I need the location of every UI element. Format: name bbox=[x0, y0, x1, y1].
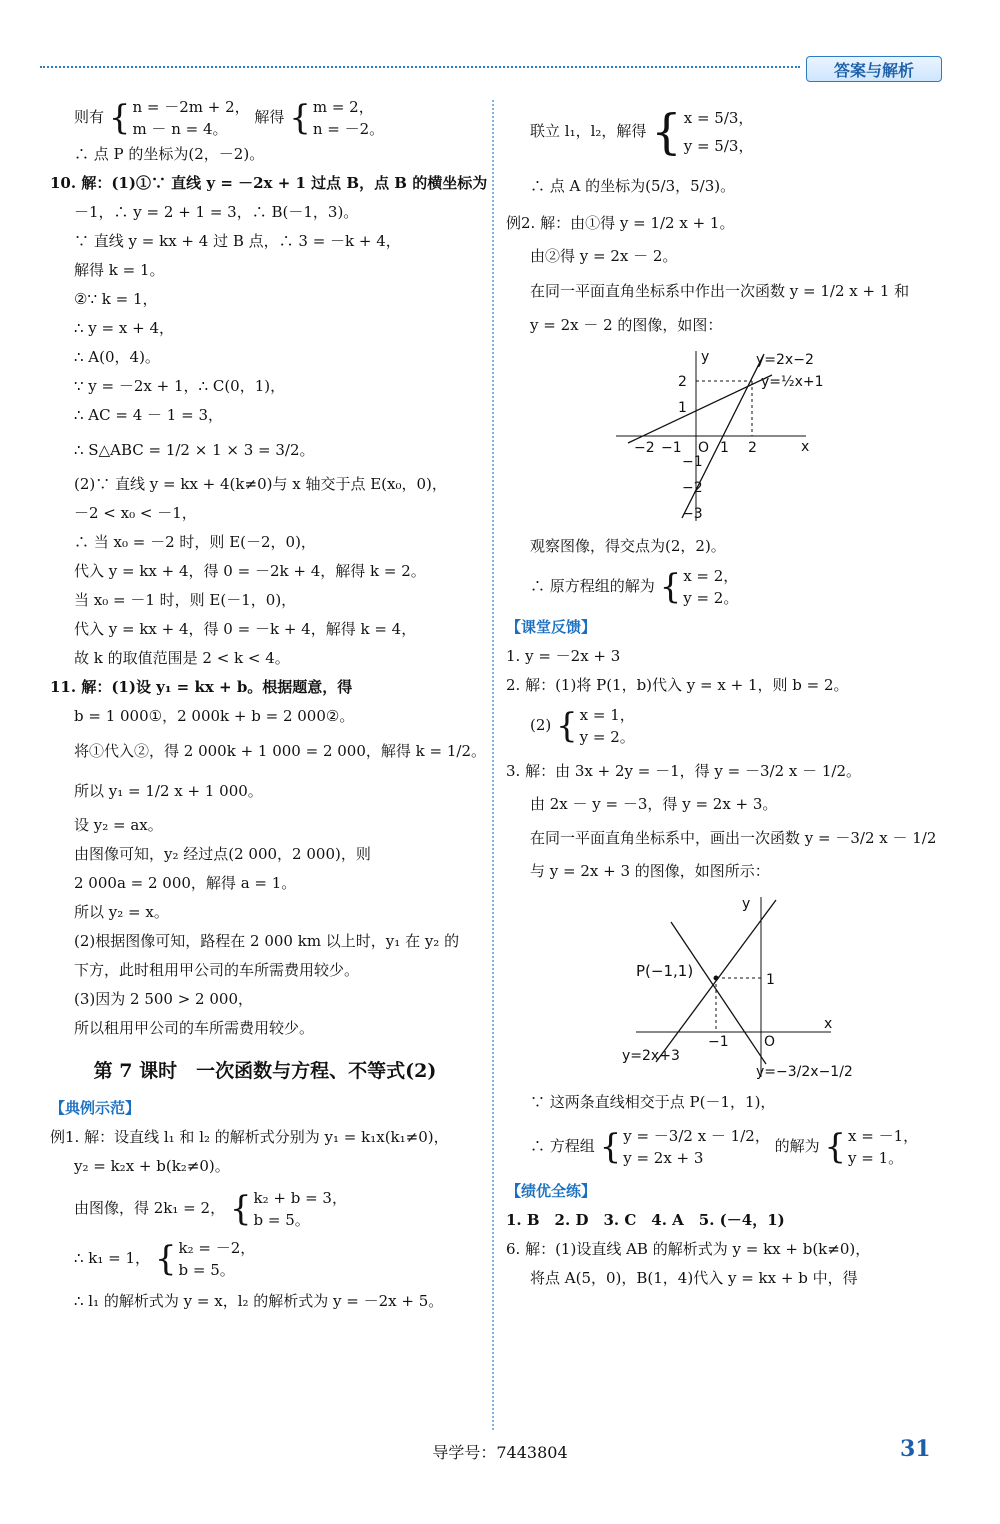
x-tick: 2 bbox=[748, 440, 757, 456]
y-tick: −3 bbox=[682, 506, 703, 522]
system-line bbox=[50, 1187, 480, 1231]
problem-10-line: ∴ A(0，4)。 bbox=[74, 348, 160, 366]
section-badge: 答案与解析 bbox=[806, 56, 942, 82]
section-heading: 【典例示范】 bbox=[50, 1099, 141, 1117]
x-tick: −1 bbox=[708, 1034, 729, 1050]
header-dotted-line bbox=[40, 66, 800, 68]
problem-10-line: ②∵ k = 1， bbox=[74, 290, 158, 308]
problem-11-line: 所以 y₂ = x。 bbox=[74, 903, 169, 921]
problem-6-line: 将点 A(5，0)，B(1，4)代入 y = kx + b 中，得 bbox=[530, 1269, 858, 1287]
text-line: ∴ 点 A 的坐标为(5/3，5/3)。 bbox=[530, 177, 736, 195]
equation: n = －2。 bbox=[312, 120, 385, 138]
system-line bbox=[50, 1237, 480, 1281]
problem-10-line: 解得 k = 1。 bbox=[74, 261, 165, 279]
equation: b = 5。 bbox=[178, 1261, 235, 1279]
problem-11-line: 所以 y₁ = 1/2 x + 1 000。 bbox=[74, 782, 263, 800]
equation: y = 1。 bbox=[848, 1149, 904, 1167]
problem-11-line: 2 000a = 2 000，解得 a = 1。 bbox=[74, 874, 297, 892]
lesson-title: 第 7 课时 一次函数与方程、不等式(2) bbox=[93, 1060, 437, 1082]
equation: n = －2m + 2， bbox=[132, 98, 250, 116]
graph-feedback-3 bbox=[616, 892, 856, 1082]
equation: m = 2， bbox=[312, 98, 374, 116]
problem-11-line: 将①代入②，得 2 000k + 1 000 = 2 000，解得 k = 1/2。 bbox=[74, 742, 486, 760]
feedback-line: 在同一平面直角坐标系中，画出一次函数 y = －3/2 x － 1/2 bbox=[530, 829, 937, 847]
problem-10-line: －2 < x₀ < －1， bbox=[74, 504, 197, 522]
y-tick: 2 bbox=[678, 374, 687, 390]
problem-11-line: 所以租用甲公司的车所需费用较少。 bbox=[74, 1019, 315, 1037]
y-tick: −2 bbox=[682, 480, 703, 496]
text: 的解为 bbox=[774, 1137, 820, 1155]
problem-10-line: 代入 y = kx + 4，得 0 = －k + 4，解得 k = 4， bbox=[74, 620, 417, 638]
system-line bbox=[506, 1125, 946, 1169]
equation-system: { x = 1， y = 2。 bbox=[556, 706, 635, 746]
example-1-line: ∴ l₁ 的解析式为 y = x，l₂ 的解析式为 y = －2x + 5。 bbox=[74, 1292, 444, 1310]
origin-label: O bbox=[698, 440, 710, 456]
footer-code: 导学号：7443804 bbox=[432, 1443, 568, 1462]
column-divider bbox=[492, 100, 494, 1430]
x-tick: −1 bbox=[661, 440, 682, 456]
equation: m － n = 4。 bbox=[132, 120, 228, 138]
equation-system: { x = 2， y = 2。 bbox=[659, 567, 739, 607]
text-line: 观察图像，得交点为(2，2)。 bbox=[530, 537, 726, 555]
example-1-line: 例1. 解：设直线 l₁ 和 l₂ 的解析式分别为 y₁ = k₁x(k₁≠0)， bbox=[50, 1128, 449, 1146]
example-2-line: 在同一平面直角坐标系中作出一次函数 y = 1/2 x + 1 和 bbox=[530, 282, 910, 300]
y-tick: 1 bbox=[678, 400, 687, 416]
y-axis-label: y bbox=[701, 349, 710, 365]
equation: k₂ = －2， bbox=[178, 1239, 256, 1257]
equation: y = 5/3， bbox=[683, 137, 754, 155]
equation: y = 2。 bbox=[579, 728, 635, 746]
system-line bbox=[506, 104, 946, 160]
example-2-line: 由②得 y = 2x － 2。 bbox=[530, 247, 678, 265]
x-tick: −2 bbox=[634, 440, 655, 456]
equation: y = 2x + 3 bbox=[623, 1149, 704, 1167]
equation-system: { k₂ + b = 3， b = 5。 bbox=[229, 1189, 347, 1229]
text: ∴ 原方程组的解为 bbox=[530, 577, 655, 595]
problem-10-line: ∴ AC = 4 － 1 = 3， bbox=[74, 406, 223, 424]
problem-10-line: ∵ 直线 y = kx + 4 过 B 点，∴ 3 = －k + 4， bbox=[74, 232, 401, 250]
problem-10-line: ∵ y = －2x + 1，∴ C(0，1)， bbox=[74, 377, 286, 395]
left-column bbox=[50, 96, 488, 1316]
equation: y = 2。 bbox=[683, 589, 739, 607]
text: 解得 bbox=[254, 108, 285, 126]
problem-11-line: b = 1 000①，2 000k + b = 2 000②。 bbox=[74, 707, 355, 725]
problem-10-line: －1，∴ y = 2 + 1 = 3，∴ B(－1，3)。 bbox=[74, 203, 359, 221]
problem-11-line: 下方，此时租用甲公司的车所需费用较少。 bbox=[74, 961, 360, 979]
problem-10-line: ∴ 当 x₀ = －2 时，则 E(－2，0)， bbox=[74, 533, 316, 551]
feedback-line: 1. y = －2x + 3 bbox=[506, 647, 621, 665]
equation: x = 1， bbox=[579, 706, 635, 724]
problem-11-line: (2)根据图像可知，路程在 2 000 km 以上时，y₁ 在 y₂ 的 bbox=[74, 932, 460, 950]
example-1-line: y₂ = k₂x + b(k₂≠0)。 bbox=[74, 1157, 230, 1175]
page-number: 31 bbox=[900, 1436, 931, 1462]
text: ∴ k₁ = 1， bbox=[74, 1249, 151, 1267]
example-2-line: y = 2x － 2 的图像，如图： bbox=[530, 316, 723, 334]
section-heading: 【绩优全练】 bbox=[506, 1182, 597, 1200]
problem-10-line: 故 k 的取值范围是 2 < k < 4。 bbox=[74, 649, 290, 667]
y-tick: −1 bbox=[682, 454, 703, 470]
feedback-line: 3. 解：由 3x + 2y = －1，得 y = －3/2 x － 1/2。 bbox=[506, 762, 862, 780]
system-line bbox=[50, 96, 480, 140]
text-line: ∴ 点 P 的坐标为(2，－2)。 bbox=[74, 145, 265, 163]
equation-system: { n = －2m + 2， m － n = 4。 bbox=[108, 98, 250, 138]
feedback-line: 与 y = 2x + 3 的图像，如图所示： bbox=[530, 862, 770, 880]
problem-10-line: ∴ S△ABC = 1/2 × 1 × 3 = 3/2。 bbox=[74, 441, 315, 459]
line-y-half-x-plus-1 bbox=[628, 375, 772, 443]
problem-10-line: 10. 解：(1)①∵ 直线 y = －2x + 1 过点 B，点 B 的横坐标为 bbox=[50, 174, 488, 192]
equation-system: { m = 2， n = －2。 bbox=[289, 98, 385, 138]
text: 联立 l₁，l₂，解得 bbox=[530, 122, 647, 140]
system-line bbox=[506, 704, 946, 748]
section-heading: 【课堂反馈】 bbox=[506, 618, 597, 636]
problem-10-line: (2)∵ 直线 y = kx + 4(k≠0)与 x 轴交于点 E(x₀，0)， bbox=[74, 475, 447, 493]
line-label: y=−3/2x−1/2 bbox=[756, 1064, 853, 1080]
equation: x = －1， bbox=[848, 1127, 919, 1145]
problem-6-line: 6. 解：(1)设直线 AB 的解析式为 y = kx + b(k≠0)， bbox=[506, 1240, 871, 1258]
equation: x = 2， bbox=[683, 567, 739, 585]
system-line bbox=[506, 565, 946, 609]
graph-example-2 bbox=[606, 346, 826, 526]
y-axis-label: y bbox=[742, 896, 751, 912]
text: ∴ 方程组 bbox=[530, 1137, 595, 1155]
x-axis-label: x bbox=[801, 439, 810, 455]
problem-11-line: 11. 解：(1)设 y₁ = kx + b。根据题意，得 bbox=[50, 678, 353, 696]
feedback-line: 2. 解：(1)将 P(1，b)代入 y = x + 1，则 b = 2。 bbox=[506, 676, 849, 694]
equation: b = 5。 bbox=[253, 1211, 310, 1229]
answers-line: 1. B 2. D 3. C 4. A 5. (－4，1) bbox=[506, 1211, 785, 1229]
equation-system: { y = －3/2 x － 1/2， y = 2x + 3 bbox=[599, 1127, 770, 1167]
y-tick: 1 bbox=[766, 972, 775, 988]
equation-system: { x = －1， y = 1。 bbox=[824, 1127, 919, 1167]
text: 则有 bbox=[74, 108, 105, 126]
problem-11-line: 设 y₂ = ax。 bbox=[74, 816, 163, 834]
problem-11-line: (3)因为 2 500 > 2 000， bbox=[74, 990, 254, 1008]
text: (2) bbox=[530, 716, 552, 734]
line-label: y=½x+1 bbox=[761, 374, 824, 390]
problem-10-line: 代入 y = kx + 4，得 0 = －2k + 4，解得 k = 2。 bbox=[74, 562, 426, 580]
equation: k₂ + b = 3， bbox=[253, 1189, 347, 1207]
text: 由图像，得 2k₁ = 2， bbox=[74, 1199, 226, 1217]
equation: y = －3/2 x － 1/2， bbox=[623, 1127, 770, 1145]
x-axis-label: x bbox=[824, 1016, 833, 1032]
point-label: P(−1,1) bbox=[636, 962, 694, 980]
equation-system: { k₂ = －2， b = 5。 bbox=[154, 1239, 256, 1279]
equation: x = 5/3， bbox=[683, 109, 754, 127]
x-tick: 1 bbox=[720, 440, 729, 456]
example-2-line: 例2. 解：由①得 y = 1/2 x + 1。 bbox=[506, 214, 735, 232]
intersection-point bbox=[714, 976, 719, 981]
line-label: y=2x+3 bbox=[622, 1048, 680, 1064]
text-line: ∵ 这两条直线相交于点 P(－1，1)， bbox=[530, 1093, 776, 1111]
line-label: y=2x−2 bbox=[756, 352, 814, 368]
problem-10-line: 当 x₀ = －1 时，则 E(－1，0)， bbox=[74, 591, 297, 609]
origin-label: O bbox=[764, 1034, 776, 1050]
right-column bbox=[506, 96, 946, 1293]
equation-system: { x = 5/3， y = 5/3， bbox=[651, 104, 754, 160]
feedback-line: 由 2x － y = －3，得 y = 2x + 3。 bbox=[530, 795, 778, 813]
problem-11-line: 由图像可知，y₂ 经过点(2 000，2 000)，则 bbox=[74, 845, 371, 863]
problem-10-line: ∴ y = x + 4， bbox=[74, 319, 174, 337]
